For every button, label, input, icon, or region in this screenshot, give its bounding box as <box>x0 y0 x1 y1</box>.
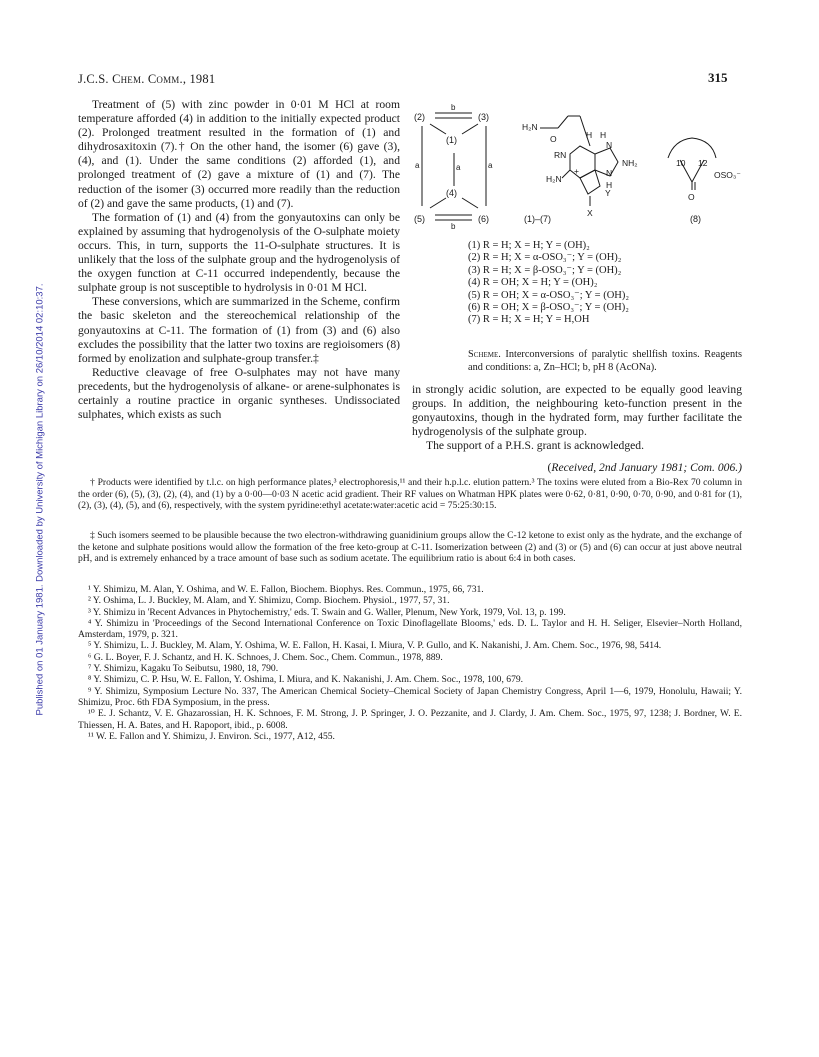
atom-label: H <box>600 130 607 140</box>
atom-label: 10 <box>676 158 686 168</box>
running-header <box>78 72 215 87</box>
condition-label: a <box>456 163 461 172</box>
atom-label: N <box>606 140 613 150</box>
paragraph: Treatment of (5) with zinc powder in 0·01 M HCl at room temperature afforded (4) in addition to the initially expected product (2). Prolonged treatment resulted in the formation of (1) and dihydrosaxitoxin (7).† On the other hand, the isomer (6) gave (3), (4), and (1). Under the same conditions (2) afforded (1), and prolonged treatment of (2) gave a mixture of (1) and (7). The reduction of the isomer (3) occurred more readily than the reduction of (2) and gave the same products, (1) and (7). <box>78 98 400 210</box>
reference-item: ³ Y. Shimizu in 'Recent Advances in Phytochemistry,' eds. T. Swain and G. Waller, Plenum, New York, 1979, Vol. 13, p. 199. <box>88 606 566 618</box>
compound-label: (1) <box>446 135 457 145</box>
legend-item: (6) R = OH; X = β-OSO₃⁻; Y = (OH)₂ <box>468 302 629 314</box>
download-watermark: Published on 01 January 1981. Downloaded by University of Michigan Library on 26/10/2014 02:10:37. <box>34 283 46 716</box>
legend-item: (2) R = H; X = α-OSO₃⁻; Y = (OH)₂ <box>468 252 622 264</box>
caption-text: Interconversions of paralytic shellfish toxins. Reagents and conditions: a, Zn–HCl; b, pH 8 (AcONa). <box>468 349 742 373</box>
right-column <box>412 383 742 476</box>
atom-label: OSO₃⁻ <box>714 170 741 180</box>
atom-label: 12 <box>698 158 708 168</box>
left-column <box>78 98 400 422</box>
reference-item: ⁵ Y. Shimizu, L. J. Buckley, M. Alam, Y. Oshima, W. E. Fallon, H. Kasai, I. Miura, V. P. Gullo, and K. Nakanishi, J. Am. Chem. Soc., 1976, 98, 5414. <box>88 640 662 652</box>
compound-label: (3) <box>478 112 489 122</box>
legend-item: (7) R = H; X = H; Y = H,OH <box>468 314 590 326</box>
paragraph: The support of a P.H.S. grant is acknowledged. <box>426 439 644 453</box>
paragraph: in strongly acidic solution, are expected to be equally good leaving groups. In addition, the neighbouring keto-function present in the gonyautoxins, though in the hydrated form, may further facilitate the hydrogenolysis of the sulphate group. <box>412 383 742 439</box>
reference-item: ¹⁰ E. J. Schantz, V. E. Ghazarossian, H. K. Schnoes, F. M. Strong, J. P. Springer, J. O. Pezzanite, and J. Clardy, J. Am. Chem. Soc., 1975, 97, 1238; J. Bordner, W. E. Thiessen, H. A. Bates, and H. Rapoport, ibid., p. 6008. <box>78 708 742 731</box>
reference-item: ⁶ G. L. Boyer, F. J. Schantz, and H. K. Schnoes, J. Chem. Soc., Chem. Commun., 1978, 889. <box>88 651 443 663</box>
legend-item: (3) R = H; X = β-OSO₃⁻; Y = (OH)₂ <box>468 264 622 276</box>
legend-item: (4) R = OH; X = H; Y = (OH)₂ <box>468 277 598 289</box>
journal-name: Chem. Comm. <box>112 72 183 86</box>
compound-label: (6) <box>478 214 489 224</box>
atom-label: O <box>688 192 695 202</box>
page-number: 315 <box>708 70 728 85</box>
scheme-caption <box>468 349 742 374</box>
reference-item: ⁷ Y. Shimizu, Kagaku To Seibutsu, 1980, 18, 790. <box>88 663 279 675</box>
legend-item: (5) R = OH; X = α-OSO₃⁻; Y = (OH)₂ <box>468 289 630 301</box>
reference-item: ¹ Y. Shimizu, M. Alan, Y. Oshima, and W. E. Fallon, Biochem. Biophys. Res. Commun., 1975, 66, 731. <box>88 584 484 595</box>
legend-item: (1) R = H; X = H; Y = (OH)₂ <box>468 240 590 251</box>
atom-label: X <box>587 208 593 218</box>
condition-label: a <box>488 161 493 170</box>
journal-prefix: J.C.S. <box>78 72 113 86</box>
caption-label: Scheme. <box>468 349 501 360</box>
reaction-scheme <box>400 98 750 238</box>
reference-item: ¹¹ W. E. Fallon and Y. Shimizu, J. Environ. Sci., 1977, A12, 455. <box>88 730 335 742</box>
condition-label: b <box>451 222 456 231</box>
reference-list <box>78 584 742 742</box>
paragraph: Reductive cleavage of free O-sulphates may not have many precedents, but the hydrogenolysis of alkane- or arene-sulphonates is certainly a routine practice in organic syntheses. Undissociated sulphates, which exists as such <box>78 365 400 422</box>
interconversion-diagram <box>422 113 486 220</box>
compound-label: (5) <box>414 214 425 224</box>
compound-range-label: (1)–(7) <box>524 214 552 224</box>
condition-label: b <box>451 103 456 112</box>
reference-item: ² Y. Oshima, L. J. Buckley, M. Alam, and Y. Shimizu, Comp. Biochem. Physiol., 1977, 57, 31. <box>88 595 450 607</box>
atom-label: + <box>574 166 579 176</box>
reference-item: ⁸ Y. Shimizu, C. P. Hsu, W. E. Fallon, Y. Oshima, I. Miura, and K. Nakanishi, J. Am. Chem. Soc., 1978, 100, 679. <box>88 674 524 686</box>
compound-label: (4) <box>446 188 457 198</box>
paragraph: The formation of (1) and (4) from the gonyautoxins can only be explained by assuming that hydrogenolysis of the O-sulphate moiety occurs. This, in turn, supports the 11-O-sulphate structures. It is unlikely that the loss of the sulphate group and the hydrogenolysis of the oxygen function at C-11 occurred independently, because the sulphate group is not susceptible to hydrolysis in 0·01 M HCl. <box>78 210 400 295</box>
compound-label: (2) <box>414 112 425 122</box>
atom-label: H <box>586 130 593 140</box>
atom-label: Y <box>605 188 611 198</box>
footnote-double-dagger: ‡ Such isomers seemed to be plausible because the two electron-withdrawing guanidinium groups allow the C-12 ketone to exist only as the hydrate, and the exchange of the ketone and sulphate positions would allow the formation of the free keto-group at C-11. Isomerization between (2) and (3) or (5) and (6) can occur at just above neutral pH, and is extremely enhanced by a trace amount of base such as sodium acetate. The equilibrium ratio is about 6:4 in both cases. <box>78 530 742 565</box>
reference-item: ⁹ Y. Shimizu, Symposium Lecture No. 337, The American Chemical Society–Chemical Society of Japan Chemistry Congress, April 1—6, 1979, Honolulu, Hawaii; Y. Shimizu, Proc. 6th FDA Symposium, in the press. <box>78 685 742 708</box>
reference-item: ⁴ Y. Shimizu in 'Proceedings of the Second International Conference on Toxic Dinoflagellate Blooms,' eds. D. L. Taylor and H. H. Seliger, Elsevier–North Holland, Amsterdam, 1979, p. 321. <box>78 617 742 641</box>
journal-year: , 1981 <box>182 72 216 86</box>
atom-label: H₂N <box>546 174 562 184</box>
atom-label: NH₂ <box>622 158 638 168</box>
compound-label: (8) <box>690 214 701 224</box>
atom-label: O <box>550 134 557 144</box>
received-line: (Received, 2nd January 1981; Com. 006.) <box>547 461 742 475</box>
condition-label: a <box>415 161 420 170</box>
paragraph: These conversions, which are summarized in the Scheme, confirm the basic skeleton and the stereochemical relationship of the gonyautoxins at C-11. The formation of (1) from (3) and (6) also excludes the possibility that the latter two toxins are regioisomers (8) formed by enolization and sulphate-group transfer.‡ <box>78 295 400 365</box>
atom-label: H <box>606 180 613 190</box>
footnote-dagger: † Products were identified by t.l.c. on high performance plates,³ electrophoresis,¹¹ and their h.p.l.c. elution pattern.³ The toxins were eluted from a Bio-Rex 70 column in the order (6), (5), (3), (2), (4), and (1) by a 0·00—0·03 N acetic acid gradient. Their RF values on Whatman HPK plates were 0·62, 0·81, 0·90, 0·70, 0·90, and 0·81 for (1), (2), (3), (4), (5), and (6), respectively, with the system pyridine:ethyl acetate:water:acetic acid = 75:25:30:15. <box>78 477 742 512</box>
compound-legend <box>468 240 629 327</box>
atom-label: RN <box>554 150 567 160</box>
atom-label: H₂N <box>522 122 538 132</box>
atom-label: N <box>606 168 613 178</box>
